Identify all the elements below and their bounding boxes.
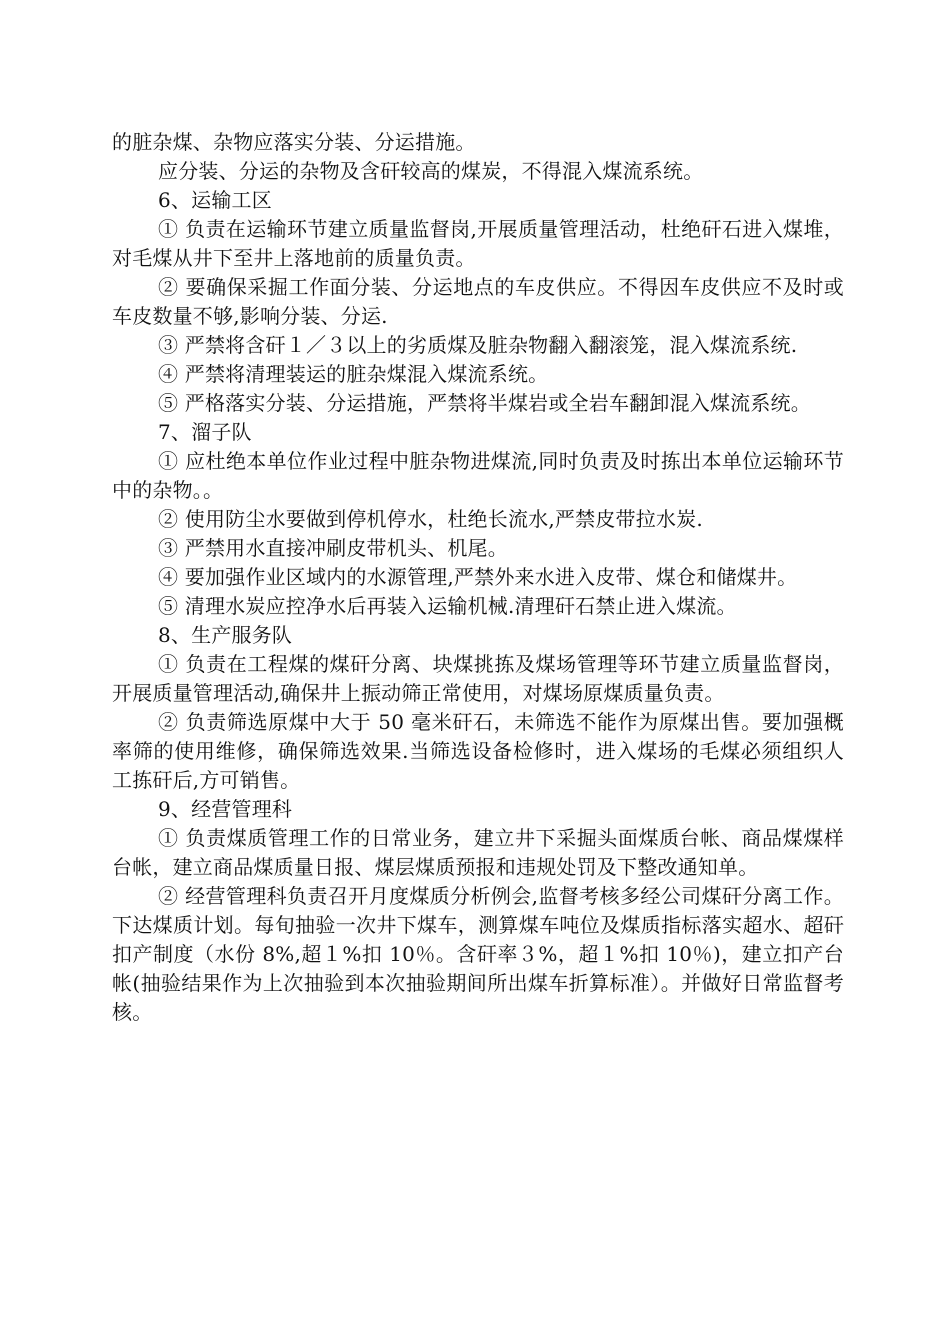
document-body	[112, 128, 844, 1027]
paragraph: ② 负责筛选原煤中大于 50 毫米矸石，未筛选不能作为原煤出售。要加强概率筛的使用维修，确保筛选效果.当筛选设备检修时，进入煤场的毛煤必须组织人工拣矸后,方可销售。	[112, 710, 844, 792]
paragraph: ② 要确保采掘工作面分装、分运地点的车皮供应。不得因车皮供应不及时或车皮数量不够,影响分装、分运.	[112, 275, 844, 328]
paragraph: ① 应杜绝本单位作业过程中脏杂物进煤流,同时负责及时拣出本单位运输环节中的杂物。。	[112, 449, 844, 502]
paragraph-continuation: 的脏杂煤、杂物应落实分装、分运措施。	[112, 130, 476, 154]
section-heading-management: 9、经营管理科	[158, 797, 293, 821]
section-heading-conveyor-team: 7、溜子队	[158, 420, 252, 444]
paragraph: ⑤ 严格落实分装、分运措施，严禁将半煤岩或全岩车翻卸混入煤流系统。	[158, 391, 811, 415]
paragraph: ① 负责在运输环节建立质量监督岗,开展质量管理活动，杜绝矸石进入煤堆，对毛煤从井下至井上落地前的质量负责。	[112, 217, 844, 270]
paragraph: ③ 严禁将含矸１／３以上的劣质煤及脏杂物翻入翻滚笼，混入煤流系统.	[158, 333, 798, 357]
section-heading-production-service: 8、生产服务队	[158, 623, 293, 647]
paragraph: ② 使用防尘水要做到停机停水，杜绝长流水,严禁皮带拉水炭.	[158, 507, 703, 531]
paragraph: ① 负责煤质管理工作的日常业务，建立井下采掘头面煤质台帐、商品煤煤样台帐，建立商品煤质量日报、煤层煤质预报和违规处罚及下整改通知单。	[112, 826, 844, 879]
paragraph: ③ 严禁用水直接冲刷皮带机头、机尾。	[158, 536, 508, 560]
paragraph: ② 经营管理科负责召开月度煤质分析例会,监督考核多经公司煤矸分离工作。下达煤质计划。每旬抽验一次井下煤车，测算煤车吨位及煤质指标落实超水、超矸扣产制度（水份 8%,超１%扣 10％。含矸率３%，超１%扣 10％)，建立扣产台帐(抽验结果作为上次抽验到本次抽验期间所出煤车折算标准）。并做好日常监督考核。	[112, 884, 844, 1024]
paragraph: ④ 要加强作业区域内的水源管理,严禁外来水进入皮带、煤仓和储煤井。	[158, 565, 798, 589]
paragraph: ① 负责在工程煤的煤矸分离、块煤挑拣及煤场管理等环节建立质量监督岗，开展质量管理活动,确保井上振动筛正常使用，对煤场原煤质量负责。	[112, 652, 844, 705]
section-heading-transport: 6、运输工区	[158, 188, 272, 212]
paragraph: ④ 严禁将清理装运的脏杂煤混入煤流系统。	[158, 362, 549, 386]
paragraph: ⑤ 清理水炭应控净水后再装入运输机械.清理矸石禁止进入煤流。	[158, 594, 737, 618]
paragraph: 应分装、分运的杂物及含矸较高的煤炭，不得混入煤流系统。	[158, 159, 704, 183]
